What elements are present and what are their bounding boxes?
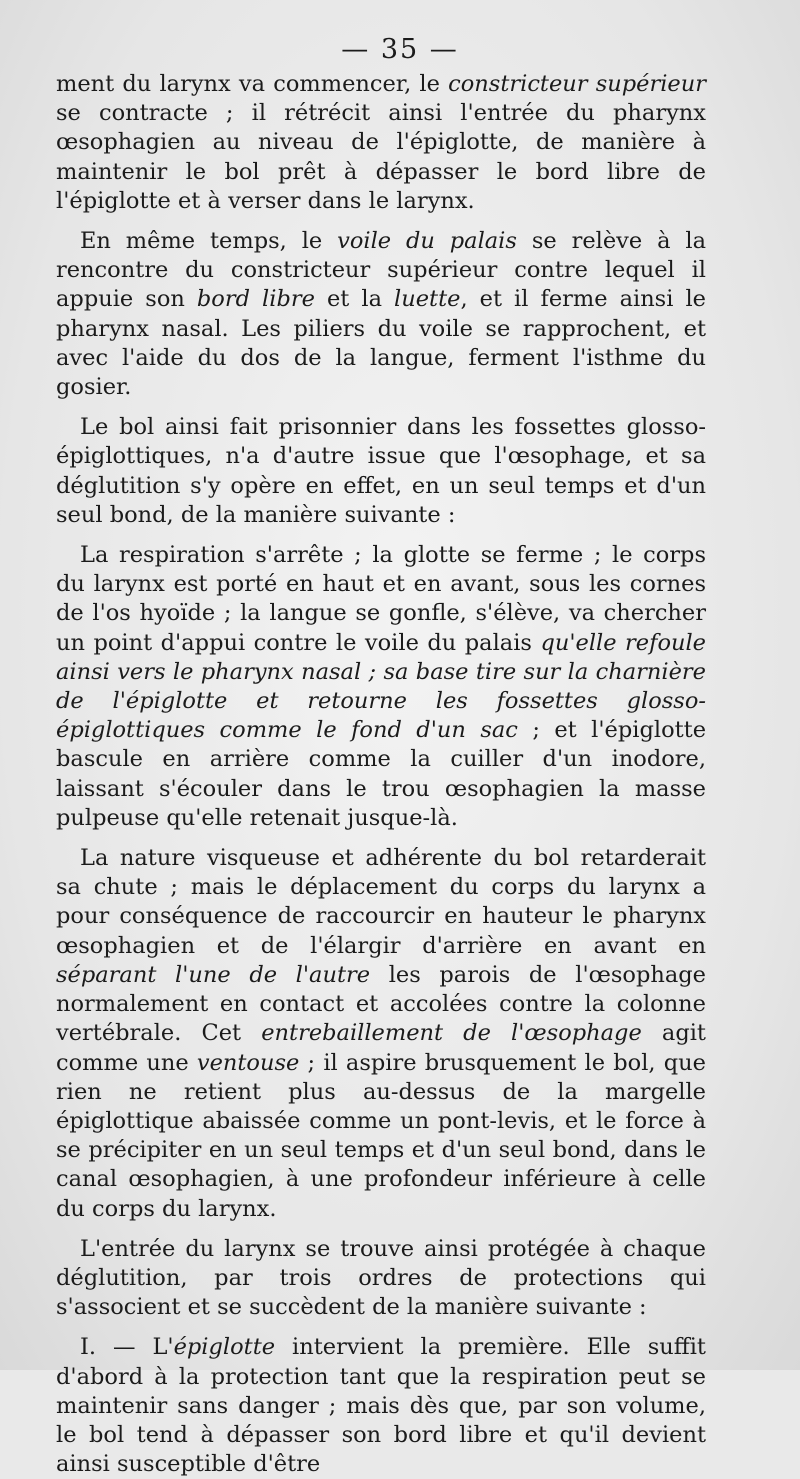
text-run: I. — L' xyxy=(80,1334,174,1361)
text-run: et la xyxy=(314,286,395,313)
text-run: intervient la première. Elle suffit d'abord à la protection tant que la respiration peut se maintenir sans danger ; mais dès que, par son volume, le bol tend à dépasser son bord libre et qu'il devient ainsi susceptible d'être xyxy=(56,1334,706,1478)
italic-text: qu'elle refoule ainsi vers le pharynx nasal ; sa base tire sur la charnière de l'épiglotte et retourne les fossettes glosso-épiglottiques comme le fond d'un sac xyxy=(56,629,707,744)
italic-text: épiglotte xyxy=(173,1334,276,1361)
italic-text: bord libre xyxy=(196,286,315,313)
body-text xyxy=(56,70,706,1479)
text-run: ; et l'épiglotte bascule en arrière comme la cuiller d'un inodore, laissant s'écouler dans le trou œsophagien la masse pulpeuse qu'elle retenait jusque-là. xyxy=(56,717,707,831)
text-run: ment du larynx va commencer, le xyxy=(56,71,449,97)
italic-text: luette xyxy=(394,286,461,313)
text-run: En même temps, le xyxy=(80,228,338,255)
paragraph xyxy=(56,1235,706,1323)
text-run: ; il aspire brusquement le bol, que rien ne retient plus au-dessus de la margelle épiglottique abaissée comme un pont-levis, et le force à se précipiter en un seul temps et d'un seul bond, dans le canal œsophagien, à une profondeur inférieure à celle du corps du larynx. xyxy=(56,1049,706,1222)
text-run: Le bol ainsi fait prisonnier dans les fossettes glosso-épiglottiques, n'a d'autre issue que l'œsophage, et sa déglutition s'y opère en effet, en un seul temps et d'un seul bond, de la manière suivante : xyxy=(56,414,706,528)
text-run: agit comme une xyxy=(56,1020,706,1076)
text-run: La nature visqueuse et adhérente du bol retarderait sa chute ; mais le déplacement du corps du larynx a pour conséquence de raccourcir en hauteur le pharynx œsophagien et de l'élargir d'arrière en avant en xyxy=(56,845,706,959)
italic-text: entrebaillement de l'œsophage xyxy=(261,1020,642,1047)
italic-text: voile du palais xyxy=(337,228,517,255)
text-run: , et il ferme ainsi le pharynx nasal. Les piliers du voile se rapprochent, et avec l'aide du dos de la langue, ferment l'isthme du gosier. xyxy=(56,286,706,401)
italic-text: ventouse xyxy=(196,1049,300,1076)
text-run: La respiration s'arrête ; la glotte se ferme ; le corps du larynx est porté en haut et en avant, sous les cornes de l'os hyoïde ; la langue se gonfle, s'élève, va chercher un point d'appui contre le voile du palais xyxy=(56,542,706,656)
paragraph xyxy=(56,70,706,216)
paragraph xyxy=(56,541,706,833)
text-run: les parois de l'œsophage normalement en contact et accolées contre la colonne vertébrale. Cet xyxy=(56,961,706,1047)
paragraph xyxy=(56,1333,706,1479)
paragraph xyxy=(56,844,706,1224)
text-run: se relève à la rencontre du constricteur supérieur contre lequel il appuie son xyxy=(56,228,707,313)
paragraph xyxy=(56,413,706,530)
text-run: se contracte ; il rétrécit ainsi l'entrée du pharynx œsophagien au niveau de l'épiglotte, de manière à maintenir le bol prêt à dépasser le bord libre de l'épiglotte et à verser dans le larynx. xyxy=(56,100,706,214)
page-number: — 35 — xyxy=(341,34,459,65)
italic-text: constricteur supérieur xyxy=(448,71,706,97)
italic-text: séparant l'une de l'autre xyxy=(56,961,371,988)
text-run: L'entrée du larynx se trouve ainsi protégée à chaque déglutition, par trois ordres de protections qui s'associent et se succèdent de la manière suivante : xyxy=(56,1235,706,1321)
paragraph xyxy=(56,227,706,402)
